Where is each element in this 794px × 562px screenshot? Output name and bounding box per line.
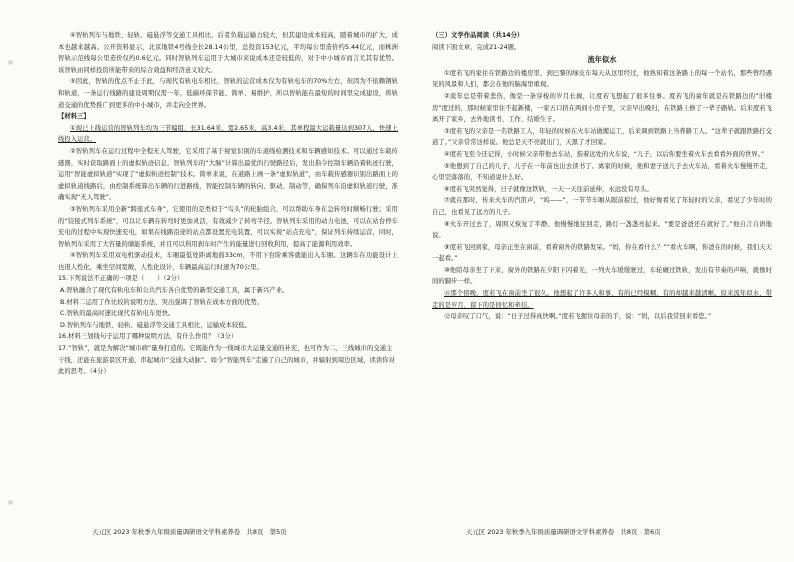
binding-hole	[8, 500, 13, 505]
option-c: C.智轨的最高时速比现代有轨电车更快。	[60, 310, 175, 318]
paragraph: ②流年总是带着悲伤，像是一条穿梭的岁月长廊，让度若飞想起了很多往事。度若飞的童年就是在铁路边的“旧楼房”度过的，那时候家里住不起新楼，一家五口挤在两间小房子里，父亲早出晚归，在铁路上修了一辈子路轨。后来度若飞离开了家乡，去外地读书、工作、结婚生子。	[432, 92, 772, 124]
paragraph: ⑦就在那时，传来火车的汽笛声，“呜——”，一节节车厢从眼前掠过，他好像看见了年轻时的父亲，看见了少年时的自己，也看见了远方的儿子。	[432, 197, 772, 216]
paragraph: ④智轨列车采用双电机驱动技术，车厢最低处距离地面33cm，不用下台阶乘客就能出入车厢。这辆车在功能设计上也很人性化，乘坐空间宽敞，人性化设计，车辆最高运行时速为70公里。	[58, 252, 398, 271]
right-page	[432, 30, 772, 323]
option-a: A.智轨融合了现代有轨电车和公共汽车各自优势的新型交通工具，属于新兴产业。	[60, 287, 289, 295]
paragraph: ④智轨列车与地铁、轻轨、磁悬浮等交通工具相比，后者负载运输力较大，但其建设成本较高，随着城市的扩大，成本也越来越高。公开资料显示，北京地铁4号线全长28.14公里，总投资153亿元，平均每公里造价约5.44亿元，而株洲智轨示范线每公里造价仅约0.6亿元。同时智轨列车运用于大城市来说成本还是较低的，对于中小城市而言尤其有优势。该智轨由同样投资所能带来的综合效益和经济意义较大。	[58, 32, 398, 74]
paragraph: ⑩他陪母亲坐了下来，窗外的铁路在夕阳下闪着光，一列火车缓缓驶过，车轮碾过铁轨，发出有节奏的声响，就像时间的脚步一样。	[432, 266, 772, 286]
paragraph: ⑥度若飞突然觉得，日子就像这铁轨，一天一天往前延伸，永远没有尽头。	[444, 185, 653, 193]
option-d: D.智轨列车与地铁、轻轨、磁悬浮等交通工具相比，运输成本较低。	[60, 321, 252, 329]
question-17: 17.“智轨”，就是为解决“城市病”量身打造的。它既能作为一线城市大运量交通的补充，也可作为二、三线城市的交通主干线，还能在旅游景区开通，串起城市“交通大动脉”。如今“智能列车”走遍了自己的城市，并辐射到周边区域，读读你对此的思考。（4分）	[58, 345, 395, 376]
question-15: 15.下列说法不正确的一项是（ ）（2分）	[58, 275, 184, 283]
paragraph: ⑧火车开过去了，周围又恢复了平静。他慢慢地往回走，路灯一盏盏亮起来。“要是爸爸还在就好了。”他自言自语地说。	[432, 220, 772, 240]
material-label: 【材料三】	[58, 113, 90, 121]
underlined-sentence: ①现已上线运营的智轨列车均为三节编组，长31.64米，宽2.65米，高3.4米，其单程最大运载量达到307人，快速上线投入运营。	[58, 124, 398, 144]
underlined-paragraph: ⑪那个傍晚，度若飞在窗前坐了很久。他想起了许多人和事，有的已经模糊，有的却越来越清晰。原来流年似水，带走的是岁月，留下的是回忆和牵挂。	[432, 290, 772, 309]
article-title: 流年似水	[587, 55, 617, 65]
question-16: 16.材料三划线句子运用了哪种说明方法，有什么作用？（3分）	[58, 333, 238, 341]
page-footer-right: 天元区 2023 年秋季九年级质量调研语文学科素养卷 共8页 第6页	[466, 528, 661, 536]
instruction: 阅读下面文章，完成21-24题。	[432, 43, 521, 51]
paragraph: ⑤因此，智轨的优点不止于此，与现代有轨电车相比，智轨的运营成本仅为有轨电车的70%左右，但因为不依赖钢轨和轨道，一条运行线路的建设周期仅需一年，低碳环保节能、简单、易维护，所以智轨能在最短的时间里完成建设，将轨道交通的优势推广到更多的中小城市，并走向全世界。	[58, 78, 398, 109]
paragraph: ③智轨列车采用全新“跨座式车身”，它使用的是类似于“鸟头”的轮胎组合，可以帮助车身在急转弯时顺畅行驶；采用的“铰接式列车系统”，可以让车辆在转弯时更加灵活，有效减少了转弯半径。智轨列车采用的动力电池，可以在站台停车充电的过程中实现快速充电，如果在线路沿途的站点都设置充电装置，可以实现“站点充电”，保证列车持续运营，同时，智轨列车采用了大容量的储能系统，并且可以利用刹车时产生的能量进行回收利用，提高了能源利用效率。	[58, 205, 398, 248]
paragraph: ③度若飞的父亲是一名铁路工人，年轻的时候在火车站做搬运工，后来调到铁路上当养路工人。“这辈子就跟铁路打交道了。”父亲常常这样说。他总是天不亮就出门，天黑了才回家。	[432, 127, 772, 147]
paragraph: ②智轨列车在运行过程中全程无人驾驶，它采用了基于视觉识别的车道线检测技术和车辆感知技术。可以通过车载传感器，实时获取路面上的虚拟轨迹信息，智轨列车的“大脑”计算出最优的行驶路径后，发出指令控制车辆沿着轨迹行驶，运用“智能虚拟轨道”实现了“虚拟轨迹控制”技术。简单来说，在道路上画一条“虚拟轨道”，由车载传感器识别出路面上的虚拟轨道线路后，由控制系统算出车辆的行进路线，智能控制车辆的转向、驱动、制动等，确保列车沿虚拟轨道行驶，准确实现“无人驾驶”。	[58, 147, 398, 202]
paragraph: ⑫母亲叹了口气，说：“日子过得真快啊。”度若飞握住母亲的手，说：“妈，以后我常回来看您。”	[444, 313, 712, 321]
page-footer-left: 天元区 2023 年秋季九年级质量调研语文学科素养卷 共8页 第5页	[92, 528, 287, 536]
paragraph: ④度若飞至今还记得，小时候父亲带他去车站，指着远处的火车说，“儿子，以后你要坐着火车去看看外面的世界。”	[444, 150, 765, 158]
paragraph: ①度若飞的家住在铁路边的楼房里，到巴黎的绿皮车每天从这里经过，他熟知着这条路上的每一个站名，那些曾经遇见的风景和人们，都会在他的脑海里重现。	[432, 69, 772, 89]
section-header: （三）文学作品阅读（共14分）	[432, 32, 524, 39]
paragraph: ⑨度若飞回到家，母亲正坐在窗前，看着窗外的铁路发呆。“妈，你在看什么？”“看火车啊，你爸在的时候，我们天天一起看。”	[432, 243, 772, 263]
paragraph: ⑤他想到了自己的儿子，儿子在一年前也出去读书了。离家的时候，他和妻子送儿子去火车站，看着火车慢慢开走，心里空落落的，不知道说什么好。	[432, 162, 772, 182]
option-b: B.材料二运用了作比较的说明方法，突出强调了智轨在成本方面的优势。	[60, 298, 264, 306]
left-page	[58, 30, 398, 378]
binding-hole	[8, 60, 13, 65]
